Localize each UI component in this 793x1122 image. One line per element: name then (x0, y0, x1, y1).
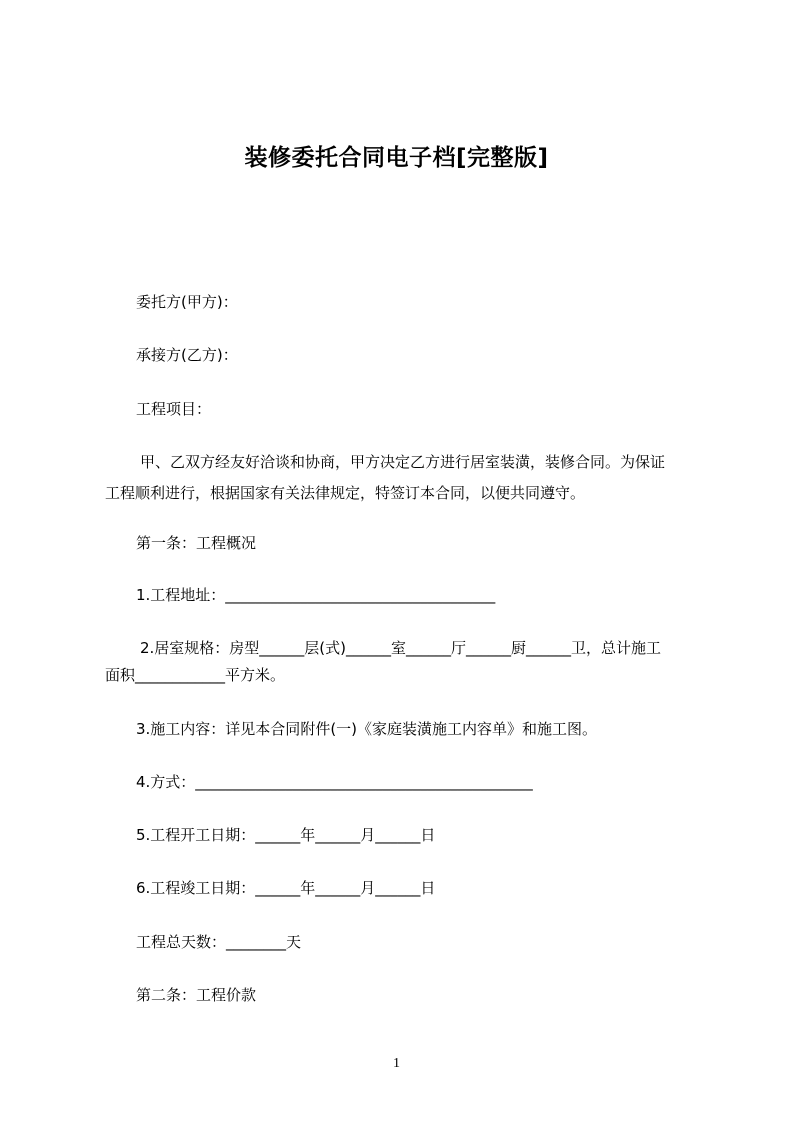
work-content-item: 3.施工内容：详见本合同附件(一)《家庭装潢施工内容单》和施工图。 (136, 720, 598, 738)
article-2-heading: 第二条：工程价款 (136, 986, 257, 1004)
project-field: 工程项目： (136, 400, 212, 418)
room-spec-line-1: 2.居室规格：房型______层(式)______室______厅______厨______卫，总计施工 (140, 639, 662, 657)
method-item: 4.方式：_____________________________________________ (136, 773, 533, 791)
preamble-line-1: 甲、乙双方经友好洽谈和协商，甲方决定乙方进行居室装潢，装修合同。为保证 (140, 453, 666, 471)
client-field: 委托方(甲方)： (136, 293, 238, 311)
total-days-item: 工程总天数：________天 (136, 933, 302, 951)
document-title: 装修委托合同电子档[完整版] (244, 145, 549, 171)
project-address-item: 1.工程地址：____________________________________ (136, 586, 496, 604)
article-1-heading: 第一条：工程概况 (136, 534, 257, 552)
room-spec-line-2: 面积____________平方米。 (105, 666, 286, 684)
page-number: 1 (393, 1056, 400, 1071)
preamble-line-2: 工程顺利进行，根据国家有关法律规定，特签订本合同，以便共同遵守。 (105, 484, 586, 502)
completion-date-item: 6.工程竣工日期：______年______月______日 (136, 879, 436, 897)
start-date-item: 5.工程开工日期：______年______月______日 (136, 826, 436, 844)
contractor-field: 承接方(乙方)： (136, 346, 238, 364)
